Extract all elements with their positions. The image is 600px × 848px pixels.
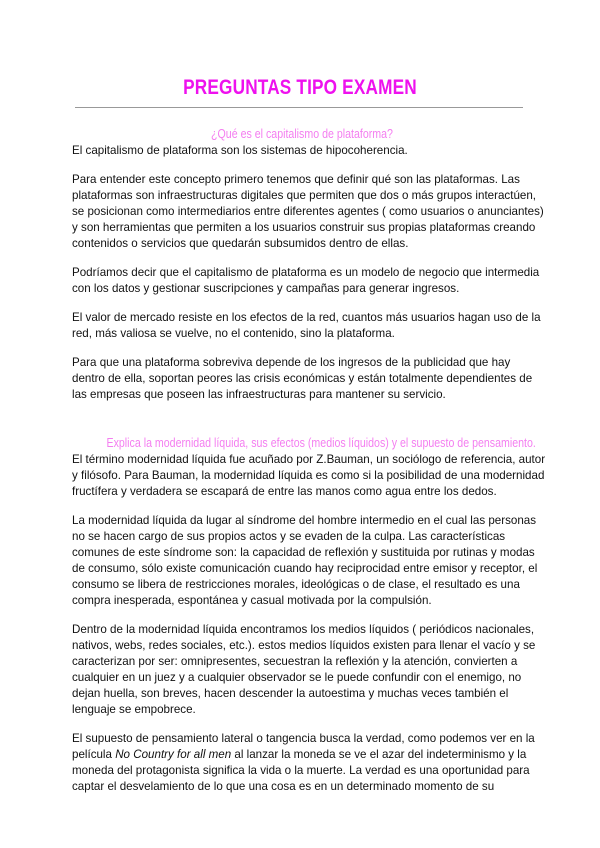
text-line: y son herramientas que permiten a los usuarios construir sus propias plataformas creando: [72, 221, 536, 234]
text-line: Para entender este concepto primero tenemos que definir qué son las plataformas. Las: [72, 173, 520, 186]
text-line: consumo se libera de restricciones morales, ideológicas o de clase, el resultado es una: [72, 578, 520, 591]
text-line: cualquier en un juez y a cualquier observador se le puede confundir con el enemigo, no: [72, 671, 522, 684]
text-line: El valor de mercado resiste en los efectos de la red, cuantos más usuarios hagan uso de la: [72, 311, 541, 324]
text-line: las empresas que poseen las infraestructuras para mantener su servicio.: [72, 388, 446, 401]
paragraph: [72, 265, 540, 297]
text-line: dejan huella, son breves, hacen descender la autoestima y muchas veces también el: [72, 687, 509, 700]
section-heading: ¿Qué es el capitalismo de plataforma?: [211, 127, 393, 141]
text-line: lenguaje se empobrece.: [72, 703, 196, 716]
paragraph: [72, 513, 538, 609]
section-heading: Explica la modernidad líquida, sus efectos (medios líquidos) y el supuesto de pensamiento.: [106, 436, 536, 450]
text-line: caracterizan por ser: omnipresentes, secuestran la reflexión y la atención, convierten a: [72, 655, 518, 668]
text-line: Dentro de la modernidad líquida encontramos los medios líquidos ( periódicos nacionales,: [72, 623, 535, 636]
text-line: plataformas son infraestructuras digitales que permiten que dos o más grupos interactúen,: [72, 189, 537, 202]
paragraph: [72, 622, 536, 718]
text-line: y filósofo. Para Bauman, la modernidad líquida es como si la posibilidad de una modernidad: [72, 469, 545, 482]
text-line: se posicionan como intermediarios entre diferentes agentes ( como usuarios o anunciantes): [72, 205, 544, 218]
text-line: con los datos y gestionar suscripciones y campañas para generar ingresos.: [72, 282, 460, 295]
text-line: [72, 747, 532, 763]
text-line: El capitalismo de plataforma son los sistemas de hipocoherencia.: [72, 144, 408, 157]
text-line: dentro de ella, soportan peores las crisis económicas y están totalmente dependientes de: [72, 372, 533, 385]
paragraph: [72, 452, 546, 500]
text-line: Para que una plataforma sobreviva depende de los ingresos de la publicidad que hay: [72, 356, 511, 369]
text-line: nativos, webs, redes sociales, etc.). estos medios líquidos existen para llenar el vacío y se: [72, 639, 536, 652]
document-body: [72, 126, 546, 795]
text-line: La modernidad líquida da lugar al síndrome del hombre intermedio en el cual las personas: [72, 514, 537, 527]
text-span: película: [72, 748, 116, 761]
paragraph: [72, 143, 532, 159]
paragraph: [72, 310, 541, 342]
text-line: El supuesto de pensamiento lateral o tangencia busca la verdad, como podemos ver en la: [72, 732, 535, 745]
text-line: no se hacen cargo de sus propios actos y se evaden de la culpa. Las características: [72, 530, 506, 543]
text-line: Podríamos decir que el capitalismo de plataforma es un modelo de negocio que intermedia: [72, 266, 540, 279]
text-line: captar el desvelamiento de lo que una cosa es en un determinado momento de su: [72, 780, 495, 793]
text-line: compra inesperada, espontánea y casual motivada por la compulsión.: [72, 594, 432, 607]
film-title: No Country for all men: [115, 748, 232, 761]
title-divider: [75, 107, 523, 108]
text-line: comunes de este síndrome son: la capacidad de reflexión y sustituida por rutinas y modas: [72, 546, 535, 559]
text-line: red, más valiosa se vuelve, no el contenido, sino la plataforma.: [72, 327, 395, 340]
section-modernidad: [72, 452, 546, 718]
text-line: contenidos o servicios que quedarán subsumidos dentro de ellas.: [72, 237, 409, 250]
text-line: fructífera y verdadera se escapará de entre las manos como agua entre los dedos.: [72, 485, 497, 498]
text-line: moneda del protagonista significa la vida o la muerte. La verdad es una oportunidad para: [72, 764, 530, 777]
paragraph: [72, 355, 532, 403]
text-line: El término modernidad líquida fue acuñado por Z.Bauman, un sociólogo de referencia, autor: [72, 453, 546, 466]
text-span: al lanzar la moneda se ve el azar del indeterminismo y la: [231, 748, 527, 761]
text-line: de consumo, sólo existe comunicación cuando hay reciprocidad entre emisor y receptor, el: [72, 562, 538, 575]
document-title: PREGUNTAS TIPO EXAMEN: [183, 76, 417, 99]
paragraph: [72, 731, 535, 795]
paragraph: [72, 172, 544, 252]
section-capitalismo: [72, 143, 544, 403]
